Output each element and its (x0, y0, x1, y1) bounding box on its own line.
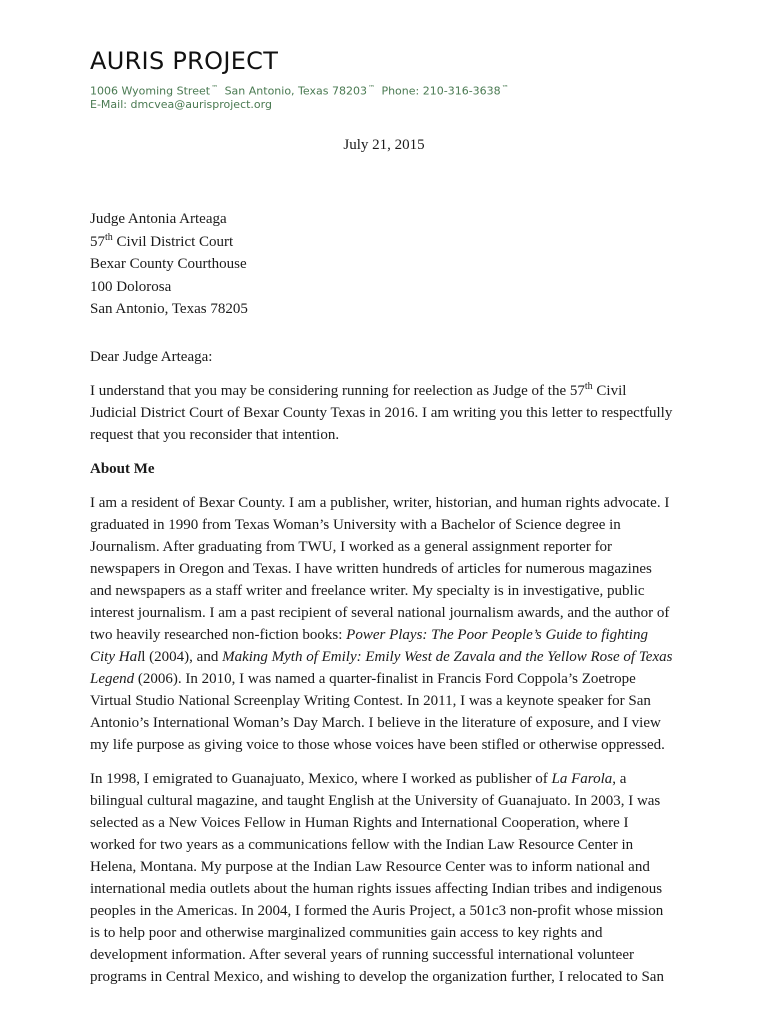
court-name: Civil District Court (112, 233, 234, 250)
text-segment: l (2004), and (141, 648, 223, 665)
text-line: selected as a New Voices Fellow in Human Rights and International Cooperation, where I (90, 814, 629, 831)
text-line: I am a resident of Bexar County. I am a publisher, writer, historian, and human rights advocate. I (90, 494, 670, 511)
intro-paragraph (90, 380, 675, 446)
text-segment: I understand that you may be considering running for reelection as Judge of the 57 (90, 382, 585, 399)
section-heading-about-me: About Me (90, 460, 155, 477)
text-line: bilingual cultural magazine, and taught English at the University of Guanajuato. In 2003, I was (90, 792, 661, 809)
text-segment: two heavily researched non-fiction books: (90, 626, 347, 643)
text-line: Journalism. After graduating from TWU, I worked as a general assignment reporter for (90, 538, 613, 555)
text-segment: (2006). In 2010, I was named a quarter-finalist in Francis Ford Coppola’s Zoetrope (134, 670, 636, 687)
email-address: E-Mail: dmcvea@aurisproject.org (90, 97, 272, 111)
text-line: worked for two years as a communications fellow with the Indian Law Resource Center in (90, 836, 634, 853)
text-line: peoples in the Americas. In 2004, I formed the Auris Project, a 501c3 non-profit whose mission (90, 902, 664, 919)
text-line: Judicial District Court of Bexar County Texas in 2016. I am writing you this letter to respectfully (90, 404, 673, 421)
trademark-mark: ™ (501, 84, 509, 92)
recipient-building: Bexar County Courthouse (90, 256, 247, 272)
magazine-title: La Farola (551, 770, 613, 787)
book-title: Legend (90, 670, 135, 687)
recipient-name: Judge Antonia Arteaga (90, 211, 227, 227)
text-line: Virtual Studio National Screenplay Writing Contest. In 2011, I was a keynote speaker for San (90, 692, 651, 709)
text-line: international media outlets about the human rights issues affecting Indian tribes and indigenous (90, 880, 663, 897)
book-title: City Hal (90, 648, 142, 665)
text-line (90, 768, 675, 790)
about-paragraph (90, 492, 675, 756)
text-segment: Civil (592, 382, 627, 399)
text-line: Antonio’s International Woman’s Day March. I believe in the literature of exposure, and I view (90, 714, 661, 731)
text-line: is to help poor and otherwise marginalized communities gain access to key rights and (90, 924, 603, 941)
text-segment: , a (612, 770, 627, 787)
text-line: my life purpose as giving voice to those whose voices have been stifled or otherwise oppressed. (90, 736, 665, 753)
text-line: graduated in 1990 from Texas Woman’s University with a Bachelor of Science degree in (90, 516, 621, 533)
text-line: and newspapers as a staff writer and freelance writer. My specialty is in investigative, public (90, 582, 645, 599)
trademark-mark: ™ (211, 84, 219, 92)
text-line: development information. After several years of running successful international volunteer (90, 946, 634, 963)
text-line (90, 380, 675, 402)
book-title: Power Plays: The Poor People’s Guide to fighting (346, 626, 648, 643)
recipient-address (90, 208, 675, 321)
trademark-mark: ™ (367, 84, 375, 92)
salutation: Dear Judge Arteaga: (90, 348, 213, 365)
text-line (90, 668, 675, 690)
ordinal-suffix: th (105, 231, 113, 243)
organization-name: AURIS PROJECT (90, 47, 279, 75)
history-paragraph (90, 768, 675, 988)
text-segment: In 1998, I emigrated to Guanajuato, Mexico, where I worked as publisher of (90, 770, 552, 787)
text-line: Helena, Montana. My purpose at the Indian Law Resource Center was to inform national and (90, 858, 650, 875)
text-line: newspapers in Oregon and Texas. I have written hundreds of articles for numerous magazines (90, 560, 652, 577)
street-address: 1006 Wyoming Street (90, 84, 211, 98)
contact-info (90, 82, 512, 111)
recipient-city: San Antonio, Texas 78205 (90, 301, 248, 317)
contact-line-address (90, 82, 512, 98)
book-title: Making Myth of Emily: Emily West de Zavala and the Yellow Rose of Texas (222, 648, 673, 665)
recipient-court (90, 231, 675, 254)
recipient-street: 100 Dolorosa (90, 278, 172, 295)
letter-body (90, 208, 675, 988)
letter-date: July 21, 2015 (343, 137, 425, 153)
phone-number: Phone: 210-316-3638 (381, 84, 501, 98)
ordinal-suffix: th (584, 380, 593, 392)
text-line (90, 646, 675, 668)
text-line (90, 624, 675, 646)
court-number: 57 (90, 233, 105, 250)
text-line: interest journalism. I am a past recipient of several national journalism awards, and the author of (90, 604, 670, 621)
text-line: programs in Central Mexico, and wishing to develop the organization further, I relocated to San (90, 968, 664, 985)
city-state-zip: San Antonio, Texas 78203 (224, 84, 367, 98)
letterhead (90, 46, 512, 111)
text-line: request that you reconsider that intention. (90, 426, 340, 443)
